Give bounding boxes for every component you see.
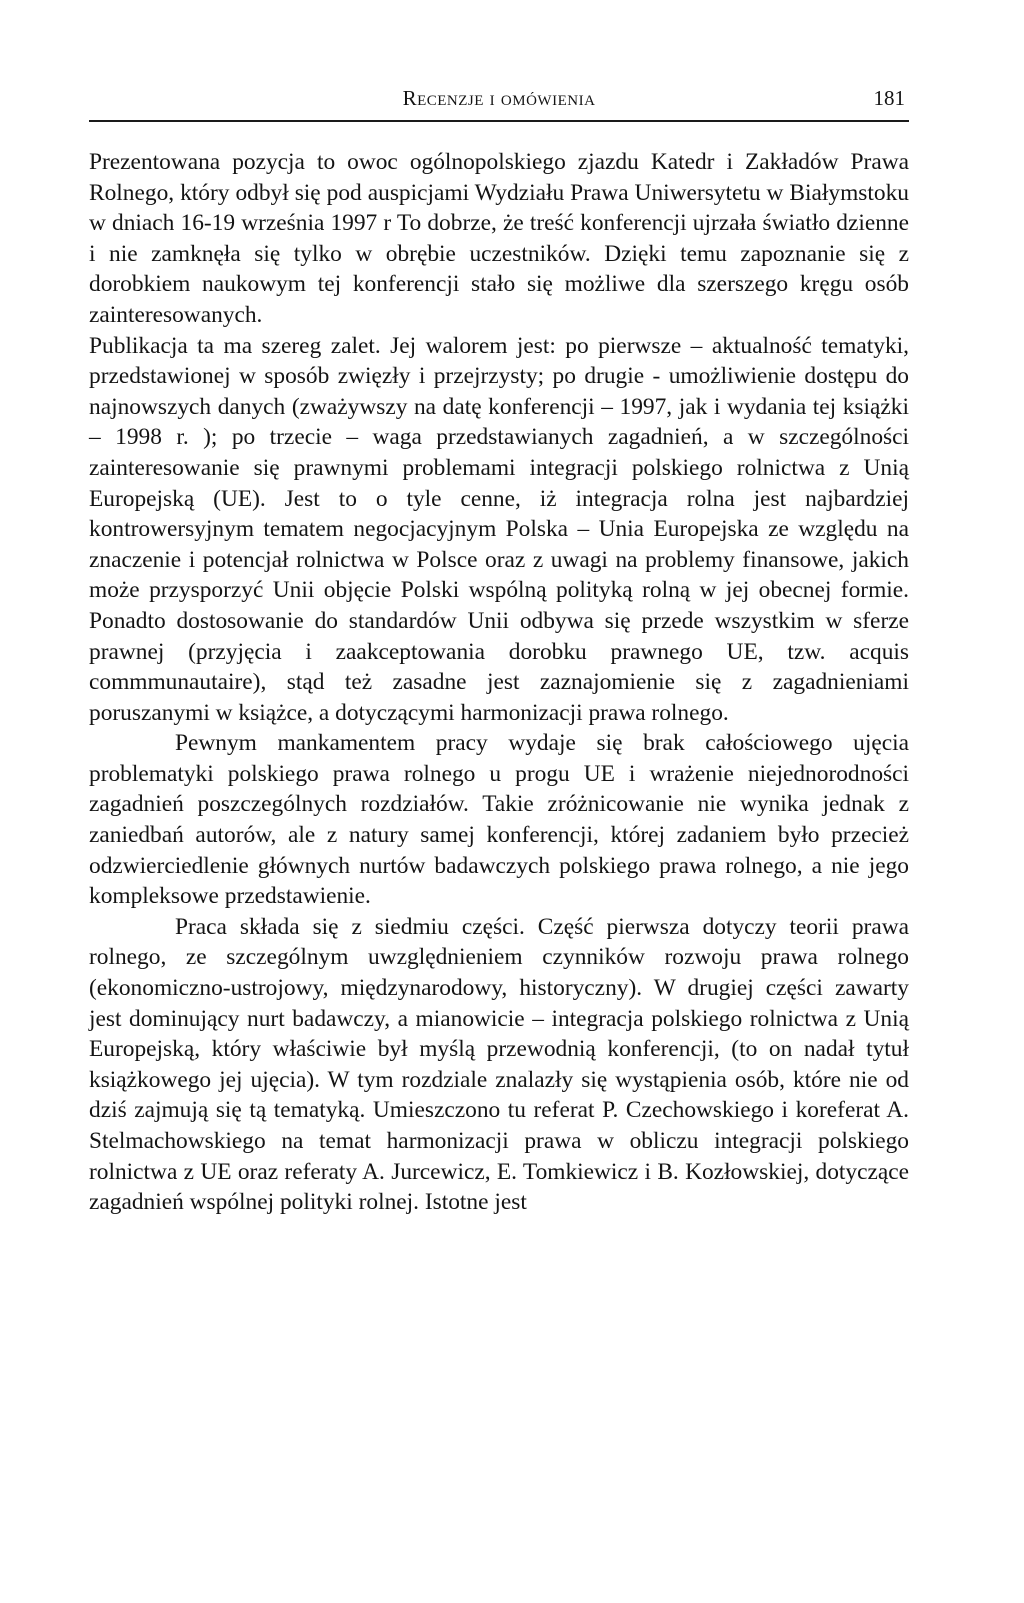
paragraph-advantages: Publikacja ta ma szereg zalet. Jej walorem jest: po pierwsze – aktualność tematyki, przedstawionej w sposób zwięzły i przejrzysty; po drugie - umożliwienie dostępu do najnowszych danych (zważywszy na datę konferencji – 1997, jak i wydania tej książki – 1998 r. ); po trzecie – waga przedstawianych zagadnień, a w szczególności zainteresowanie się prawnymi problemami integracji polskiego rolnictwa z Unią Europejską (UE). Jest to o tyle cenne, iż integracja rolna jest najbardziej kontrowersyjnym tematem negocjacyjnym Polska – Unia Europejska ze względu na znaczenie i potencjał rolnictwa w Polsce oraz z uwagi na problemy finansowe, jakich może przysporzyć Unii objęcie Polski wspólną polityką rolną w jej obecnej formie. Ponadto dostosowanie do standardów Unii odbywa się przede wszystkim w sferze prawnej (przyjęcia i zaakceptowania dorobku prawnego UE, tzw. acquis commmunautaire), stąd też zasadne jest zaznajomienie się z zagadnieniami poruszanymi w książce, a dotyczącymi harmonizacji prawa rolnego.: [89, 332, 909, 726]
book-page: [89, 86, 909, 1218]
body-text: [89, 147, 909, 1218]
running-header: [89, 86, 909, 122]
header-title: Recenzje i omówienia: [402, 86, 596, 110]
paragraph-intro: Prezentowana pozycja to owoc ogólnopolskiego zjazdu Katedr i Zakładów Prawa Rolnego, który odbył się pod auspicjami Wydziału Prawa Uniwersytetu w Białymstoku w dniach 16-19 września 1997 r To dobrze, że treść konferencji ujrzała światło dzienne i nie zamknęła się tylko w obrębie uczestników. Dzięki temu zapoznanie się z dorobkiem naukowym tej konferencji stało się możliwe dla szerszego kręgu osób zainteresowanych.: [89, 149, 909, 328]
paragraph-structure: Praca składa się z siedmiu części. Część pierwsza dotyczy teorii prawa rolnego, ze szczególnym uwzględnieniem czynników rozwoju prawa rolnego (ekonomiczno-ustrojowy, międzynarodowy, historyczny). W drugiej części zawarty jest dominujący nurt badawczy, a mianowicie – integracja polskiego rolnictwa z Unią Europejską, który właściwie był myślą przewodnią konferencji, (to on nadał tytuł książkowego jej ujęcia). W tym rozdziale znalazły się wystąpienia osób, które nie od dziś zajmują się tą tematyką. Umieszczono tu referat P. Czechowskiego i koreferat A. Stelmachowskiego na temat harmonizacji prawa w obliczu integracji polskiego rolnictwa z UE oraz referaty A. Jurcewicz, E. Tomkiewicz i B. Kozłowskiej, dotyczące zagadnień wspólnej polityki rolnej. Istotne jest: [89, 913, 909, 1216]
paragraph-shortcomings: Pewnym mankamentem pracy wydaje się brak całościowego ujęcia problematyki polskiego prawa rolnego u progu UE i wrażenie niejednorodności zagadnień poszczególnych rozdziałów. Takie zróżnicowanie nie wynika jednak z zaniedbań autorów, ale z natury samej konferencji, której zadaniem było przecież odzwierciedlenie głównych nurtów badawczych polskiego prawa rolnego, a nie jego kompleksowe przedstawienie.: [89, 730, 909, 910]
page-number: 181: [873, 86, 905, 110]
